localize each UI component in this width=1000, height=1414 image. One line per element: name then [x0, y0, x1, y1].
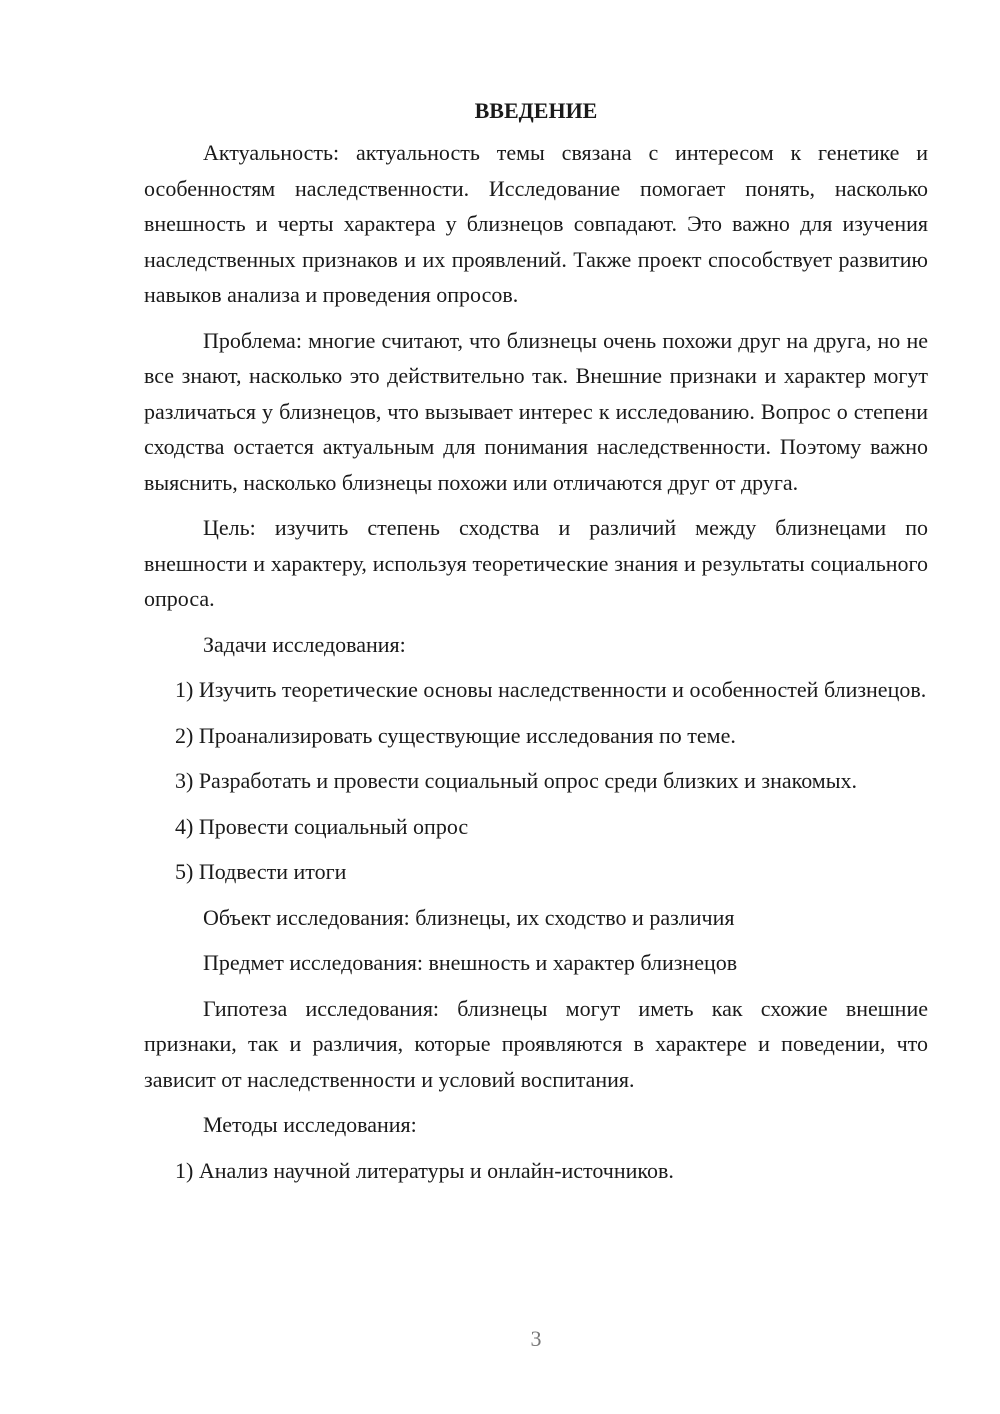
task-item-1: 1) Изучить теоретические основы наследственности и особенностей близнецов.	[175, 677, 927, 702]
document-body	[144, 96, 928, 1198]
method-item-1: 1) Анализ научной литературы и онлайн-источников.	[175, 1157, 674, 1183]
tasks-heading: Задачи исследования:	[203, 631, 406, 657]
task-item-3: 3) Разработать и провести социальный опрос среди близких и знакомых.	[175, 768, 857, 793]
task-item-5: 5) Подвести итоги	[175, 859, 347, 884]
task-item-4: 4) Провести социальный опрос	[175, 813, 469, 839]
subject-paragraph: Предмет исследования: внешность и характер близнецов	[203, 950, 738, 975]
page-number: 3	[530, 1326, 542, 1351]
hypothesis-paragraph: Гипотеза исследования: близнецы могут иметь как схожие внешние признаки, так и различия, которые проявляются в характере и поведении, что зависит от наследственности и условий воспитания.	[144, 995, 928, 1092]
goal-paragraph: Цель: изучить степень сходства и различий между близнецами по внешности и характеру, используя теоретические знания и результаты социального опроса.	[144, 515, 928, 611]
section-title: ВВЕДЕНИЕ	[474, 98, 598, 123]
methods-heading: Методы исследования:	[203, 1112, 417, 1137]
task-item-2: 2) Проанализировать существующие исследования по теме.	[175, 722, 736, 748]
relevance-paragraph: Актуальность: актуальность темы связана с интересом к генетике и особенностям наследственности. Исследование помогает понять, насколько внешность и черты характера у близнецов совпадают. Это важно для изучения наследственных признаков и их проявлений. Также проект способствует развитию навыков анализа и проведения опросов.	[144, 140, 928, 307]
problem-paragraph: Проблема: многие считают, что близнецы очень похожи друг на друга, но не все знают, насколько это действительно так. Внешние признаки и характер могут различаться у близнецов, что вызывает интерес к исследованию. Вопрос о степени сходства остается актуальным для понимания наследственности. Поэтому важно выяснить, насколько близнецы похожи или отличаются друг от друга.	[144, 327, 928, 495]
object-paragraph: Объект исследования: близнецы, их сходство и различия	[203, 904, 735, 930]
